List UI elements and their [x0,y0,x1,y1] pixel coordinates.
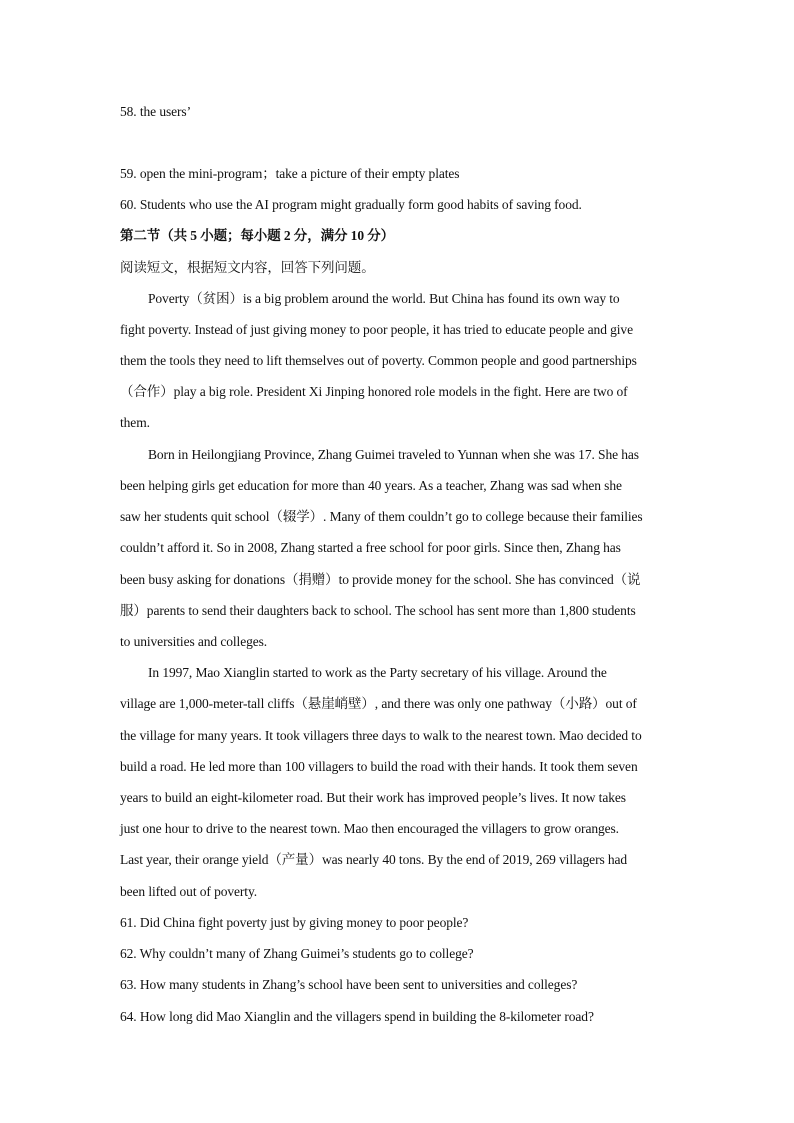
question-63: 63. How many students in Zhang’s school have been sent to universities and colleges? [120,977,578,992]
passage-line: village are 1,000-meter-tall cliffs（悬崖峭壁）, and there was only one pathway（小路）out of [120,696,637,711]
passage-line: them the tools they need to lift themselves out of poverty. Common people and good partnerships [120,353,637,368]
passage-line: saw her students quit school（辍学）. Many of them couldn’t go to college because their families [120,509,643,524]
passage-line: just one hour to drive to the nearest town. Mao then encouraged the villagers to grow oranges. [120,821,619,836]
passage-line: couldn’t afford it. So in 2008, Zhang started a free school for poor girls. Since then, Zhang has [120,540,621,555]
question-64: 64. How long did Mao Xianglin and the villagers spend in building the 8-kilometer road? [120,1009,594,1024]
answer-59: 59. open the mini-program；take a picture of their empty plates [120,166,460,181]
section-instruction: 阅读短文，根据短文内容，回答下列问题。 [120,260,375,275]
passage-line: 服）parents to send their daughters back to school. The school has sent more than 1,800 students [120,603,636,618]
answer-60: 60. Students who use the AI program might gradually form good habits of saving food. [120,197,582,212]
passage-line: the village for many years. It took villagers three days to walk to the nearest town. Mao decided to [120,728,642,743]
passage-line: build a road. He led more than 100 villagers to build the road with their hands. It took them seven [120,759,638,774]
passage-line: been lifted out of poverty. [120,884,258,899]
passage-line: fight poverty. Instead of just giving money to poor people, it has tried to educate people and give [120,322,633,337]
passage-line: （合作）play a big role. President Xi Jinping honored role models in the fight. Here are two of [120,384,628,399]
passage-line: Born in Heilongjiang Province, Zhang Guimei traveled to Yunnan when she was 17. She has [148,447,639,462]
passage-line: In 1997, Mao Xianglin started to work as the Party secretary of his village. Around the [148,665,607,680]
question-62: 62. Why couldn’t many of Zhang Guimei’s students go to college? [120,946,474,961]
passage-line: them. [120,415,150,430]
passage-line: Poverty（贫困）is a big problem around the world. But China has found its own way to [148,291,620,306]
passage-line: been busy asking for donations（捐赠）to provide money for the school. She has convinced（说 [120,572,641,587]
section-heading: 第二节（共 5 小题；每小题 2 分，满分 10 分） [120,228,395,243]
passage-line: to universities and colleges. [120,634,268,649]
passage-line: years to build an eight-kilometer road. But their work has improved people’s lives. It now takes [120,790,626,805]
question-61: 61. Did China fight poverty just by giving money to poor people? [120,915,469,930]
answer-58: 58. the users’ [120,104,191,119]
passage-line: been helping girls get education for more than 40 years. As a teacher, Zhang was sad when she [120,478,622,493]
passage-line: Last year, their orange yield（产量）was nearly 40 tons. By the end of 2019, 269 villagers had [120,852,628,867]
